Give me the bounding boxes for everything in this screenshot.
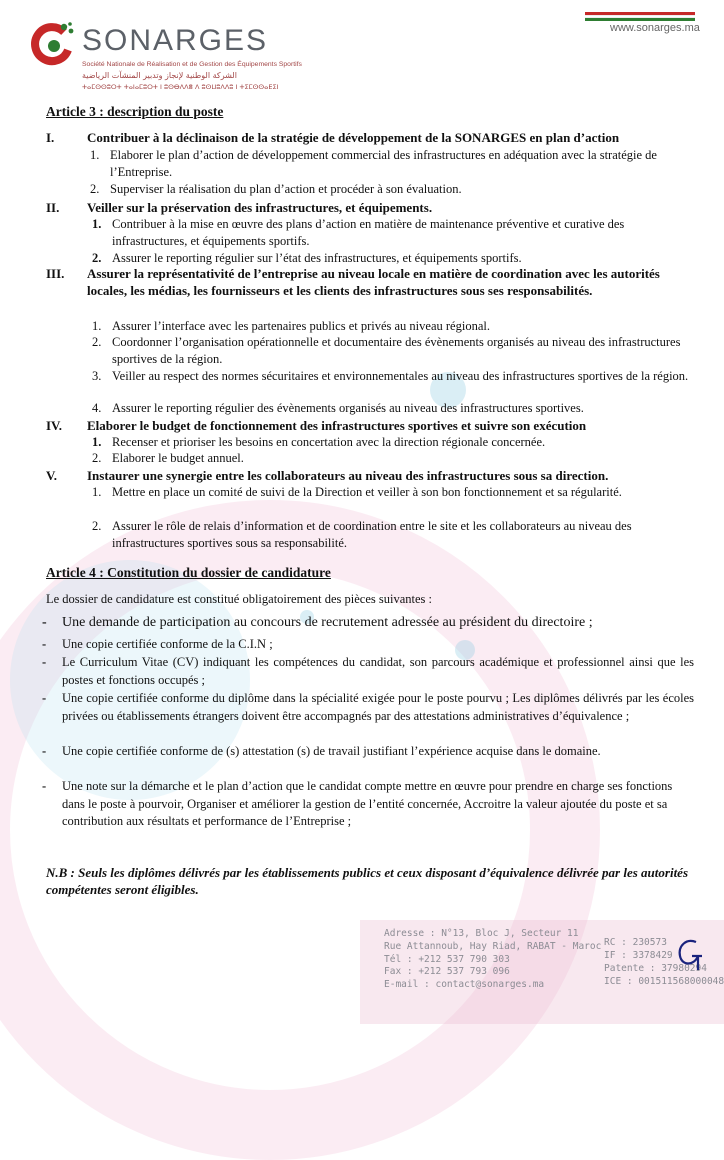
section-numeral: I.	[46, 130, 55, 145]
item-text: Recenser et prioriser les besoins en concertation avec la direction régionale concernée.	[112, 435, 546, 449]
article-4-title: Article 4 : Constitution du dossier de candidature	[46, 565, 331, 580]
section-heading: Instaurer une synergie entre les collaborateurs au niveau des infrastructures sous sa direction.	[87, 468, 609, 483]
section-numeral: IV.	[46, 418, 63, 433]
website-link[interactable]: www.sonarges.ma	[610, 22, 700, 34]
item-text: Mettre en place un comité de suivi de la Direction et veiller à son bon fonctionnement et sa régularité.	[112, 485, 622, 499]
item-text: Assurer le rôle de relais d’information et de coordination entre le site et les collaborateurs au niveau des infrastructures sportives sous sa responsabilité.	[112, 519, 632, 550]
item-number: 4.	[92, 401, 102, 415]
bullet-dash: -	[42, 744, 47, 758]
address-line: Rue Attannoub, Hay Riad, RABAT - Maroc	[384, 940, 602, 952]
item-number: 1.	[92, 217, 102, 231]
required-document-item	[42, 690, 694, 725]
item-text: Elaborer le plan d’action de développement commercial des infrastructures en adéquation avec la stratégie de l’Entreprise.	[110, 148, 657, 179]
registry-line: ICE : 001511568000048	[604, 976, 724, 987]
address-line: Adresse : N°13, Bloc J, Secteur 11	[384, 928, 579, 939]
section-heading: Veiller sur la préservation des infrastructures, et équipements.	[87, 200, 433, 215]
bullet-dash: -	[42, 637, 47, 651]
required-document-text: Une copie certifiée conforme du diplôme dans la spécialité exigée pour le poste pourvu ; Les diplômes délivrés par les écoles privées ou établissements étrangers doivent être accompagnés par des attestations administratives d’équivalence ;	[62, 691, 694, 723]
item-text: Superviser la réalisation du plan d’action et procéder à son évaluation.	[110, 182, 462, 196]
bullet-dash: -	[42, 615, 47, 630]
item-number: 1.	[92, 435, 102, 449]
registry-line: RC : 230573	[604, 937, 667, 948]
address-line: E-mail : contact@sonarges.ma	[384, 979, 545, 991]
bullet-dash: -	[42, 779, 47, 793]
item-text: Contribuer à la mise en œuvre des plans d’action en matière de maintenance préventive et curative des infrastructures, et équipements sportifs.	[112, 217, 625, 248]
footer-address	[384, 928, 601, 992]
item-number: 1.	[92, 319, 102, 333]
article-4-intro: Le dossier de candidature est constitué obligatoirement des pièces suivantes :	[46, 592, 432, 606]
brand-subtitle-ar: الشركة الوطنية لإنجاز وتدبير المنشآت الرياضية	[82, 71, 237, 80]
required-document-text: Une note sur la démarche et le plan d’action que le candidat compte mettre en œuvre pour prendre en charge ses fonctions dans le poste à pourvoir, Organiser et améliorer la gestion de l’entité concernée, Accroitre la valeur ajoutée du poste et sa contribution aux résultats et performance de l’Entreprise ;	[62, 779, 673, 828]
flag-stripes	[585, 12, 695, 21]
required-document-item	[42, 654, 694, 689]
item-text: Assurer l’interface avec les partenaires publics et privés au niveau régional.	[112, 319, 490, 333]
required-document-item	[42, 614, 694, 632]
logo-mark-icon	[28, 22, 74, 68]
address-line: Tél : +212 537 790 303	[384, 953, 510, 965]
item-text: Assurer le reporting régulier sur l’état des infrastructures, et équipements sportifs.	[112, 251, 522, 265]
required-document-item	[42, 743, 694, 761]
section-numeral: V.	[46, 468, 57, 483]
brand-subtitle-fr: Société Nationale de Réalisation et de Gestion des Équipements Sportifs	[82, 61, 302, 68]
required-document-text: Une demande de participation au concours de recrutement adressée au président du directoire ;	[62, 615, 593, 630]
footer-registry	[604, 936, 724, 988]
item-number: 2.	[90, 182, 100, 196]
bullet-dash: -	[42, 691, 47, 705]
handwritten-initial	[672, 936, 706, 972]
section-heading: Assurer la représentativité de l’entreprise au niveau locale en matière de coordination avec les autorités locales, les médias, les fournisseurs et les clients des infrastructures sous ses responsabilités.	[87, 266, 660, 298]
section-heading: Elaborer le budget de fonctionnement des infrastructures sportives et suivre son exécution	[87, 418, 587, 433]
item-number: 2.	[92, 251, 102, 265]
item-text: Assurer le reporting régulier des évènements organisés au niveau des infrastructures sportives.	[112, 401, 584, 415]
required-document-text: Une copie certifiée conforme de (s) attestation (s) de travail justifiant l’expérience acquise dans le domaine.	[62, 744, 601, 758]
item-text: Veiller au respect des normes sécuritaires et environnementales au niveau des infrastructures sportives de la région.	[112, 369, 689, 383]
item-number: 3.	[92, 369, 102, 383]
bullet-dash: -	[42, 655, 47, 669]
article-3-title: Article 3 : description du poste	[46, 104, 224, 119]
item-number: 1.	[90, 148, 100, 162]
item-text: Coordonner l’organisation opérationnelle et documentaire des évènements organisés au niveau des infrastructures sportives de la région.	[112, 335, 681, 366]
nb-note: N.B : Seuls les diplômes délivrés par les établissements publics et ceux disposant d’équivalence délivrée par les autorités compétentes seront éligibles.	[46, 865, 689, 897]
section-heading: Contribuer à la déclinaison de la stratégie de développement de la SONARGES en plan d’action	[87, 130, 620, 145]
section-numeral: II.	[46, 200, 60, 215]
required-document-text: Une copie certifiée conforme de la C.I.N ;	[62, 637, 273, 651]
sonarges-logo	[28, 10, 328, 102]
item-number: 2.	[92, 451, 102, 465]
brand-name: SONARGES	[82, 24, 269, 57]
item-text: Elaborer le budget annuel.	[112, 451, 244, 465]
section-numeral: III.	[46, 266, 65, 281]
registry-line: Patente : 37980294	[604, 963, 707, 974]
registry-line: IF : 3378429	[604, 950, 673, 961]
address-line: Fax : +212 537 793 096	[384, 966, 510, 978]
brand-subtitle-tifinagh: ⵜⴰⵎⵙⵙⵓⵔⵜ ⵜⴰⵏⴰⵎⵓⵔⵜ ⵏ ⵓⵙⴱⴷⴷⴻ ⴷ ⵓⵙⵡⵓⴷⴷⵓ ⵏ ⵜⵉⵎⵙⵙⴰⴹⵉⵏ	[82, 83, 279, 91]
required-document-item	[42, 636, 694, 654]
required-document-item	[42, 778, 694, 831]
required-document-text: Le Curriculum Vitae (CV) indiquant les compétences du candidat, son parcours académique et professionnel ainsi que les postes et fonctions occupés ;	[62, 655, 694, 687]
item-number: 1.	[92, 485, 102, 499]
item-number: 2.	[92, 519, 102, 533]
item-number: 2.	[92, 335, 102, 349]
